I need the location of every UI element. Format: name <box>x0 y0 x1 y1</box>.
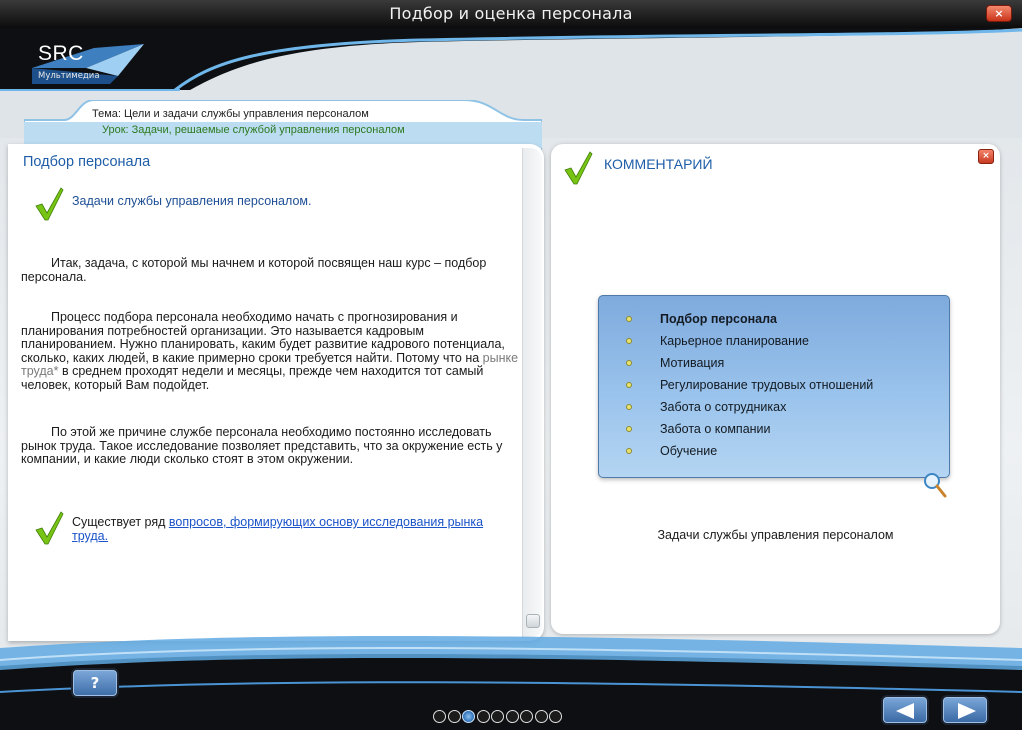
checkmark-icon <box>563 150 593 186</box>
tasks-list <box>625 308 873 462</box>
task-list-item <box>625 418 873 440</box>
logo <box>24 38 174 86</box>
research-note-text: Существует ряд <box>72 515 169 529</box>
task-title: Задачи службы управления персоналом. <box>72 194 312 208</box>
bullet-icon <box>626 404 632 410</box>
paragraph-intro: Итак, задача, с которой мы начнем и которой посвящен наш курс – подбор персонала. <box>21 256 487 284</box>
checkmark-icon <box>34 510 64 546</box>
comment-panel <box>551 144 1000 634</box>
task-list-item <box>625 330 873 352</box>
page-dot[interactable] <box>535 710 548 723</box>
task-list-item <box>625 352 873 374</box>
task-list-item <box>625 308 873 330</box>
bullet-icon <box>626 448 632 454</box>
task-list-item <box>625 396 873 418</box>
task-list-item-label: Подбор персонала <box>660 312 777 326</box>
previous-button[interactable] <box>883 697 927 723</box>
tasks-list-box <box>598 295 950 478</box>
checkmark-icon <box>34 186 64 222</box>
research-note <box>72 515 512 543</box>
task-list-item-label: Регулирование трудовых отношений <box>660 378 874 392</box>
topic-label: Тема: Цели и задачи службы управления персоналом <box>92 108 369 120</box>
page-dot[interactable] <box>491 710 504 723</box>
page-dot[interactable] <box>448 710 461 723</box>
lesson-heading: Подбор персонала <box>23 154 151 170</box>
task-list-item-label: Забота о компании <box>660 422 771 436</box>
close-button[interactable]: × <box>986 5 1012 22</box>
bullet-icon <box>626 382 632 388</box>
page-dot[interactable] <box>549 710 562 723</box>
help-button[interactable]: ? <box>73 670 117 696</box>
task-list-item-label: Карьерное планирование <box>660 334 809 348</box>
page-dot[interactable] <box>477 710 490 723</box>
paragraph-planning-text-end: в среднем проходят недели и месяцы, прежде чем находится тот самый человек, который Вам подойдет. <box>21 364 484 392</box>
page-dot[interactable] <box>433 710 446 723</box>
task-list-item <box>625 374 873 396</box>
arrow-right-icon <box>944 698 988 724</box>
bullet-icon <box>626 338 632 344</box>
lesson-content-panel <box>8 144 544 641</box>
bullet-icon <box>626 360 632 366</box>
paragraph-research: По этой же причине службе персонала необходимо постоянно исследовать рынок труда. Такое исследование позволяет представить, что за окружение есть у компании, и какие люди сколько стоят в этом окружении. <box>21 425 503 466</box>
logo-text: SRC <box>38 42 84 65</box>
next-button[interactable] <box>943 697 987 723</box>
task-list-item-label: Забота о сотрудниках <box>660 400 787 414</box>
paragraph-planning-text: Процесс подбора персонала необходимо начать с прогнозирования и планирования потребностей организации. Это называется кадровым планированием. Нужно планировать, каким будет развитие кадрового потенциала, сколько, каких людей, в какие примерно сроки требуется найти. Потому что на <box>21 310 505 365</box>
page-dot[interactable] <box>506 710 519 723</box>
page-dot[interactable] <box>462 710 475 723</box>
page-dot[interactable] <box>520 710 533 723</box>
window-title: Подбор и оценка персонала <box>389 4 633 23</box>
close-comment-button[interactable]: × <box>978 149 994 164</box>
title-bar <box>0 0 1022 28</box>
app-stage <box>0 28 1022 730</box>
comment-heading: КОММЕНТАРИЙ <box>604 156 713 172</box>
bullet-icon <box>626 316 632 322</box>
task-list-item <box>625 440 873 462</box>
task-list-item-label: Мотивация <box>660 356 725 370</box>
magnifier-icon[interactable] <box>922 471 948 499</box>
logo-subtitle: Мультимедиа <box>38 71 100 81</box>
lesson-label: Урок: Задачи, решаемые службой управления персоналом <box>102 124 405 136</box>
paragraph-planning <box>21 311 519 392</box>
task-list-item-label: Обучение <box>660 444 718 458</box>
research-questions-link[interactable]: вопросов, формирующих основу исследования рынка труда. <box>72 515 484 543</box>
arrow-left-icon <box>884 698 928 724</box>
list-caption: Задачи службы управления персоналом <box>657 528 894 542</box>
bullet-icon <box>626 426 632 432</box>
glossary-term[interactable]: рынке труда* <box>21 350 519 378</box>
page-indicator <box>433 710 564 724</box>
scrollbar[interactable] <box>522 148 542 638</box>
